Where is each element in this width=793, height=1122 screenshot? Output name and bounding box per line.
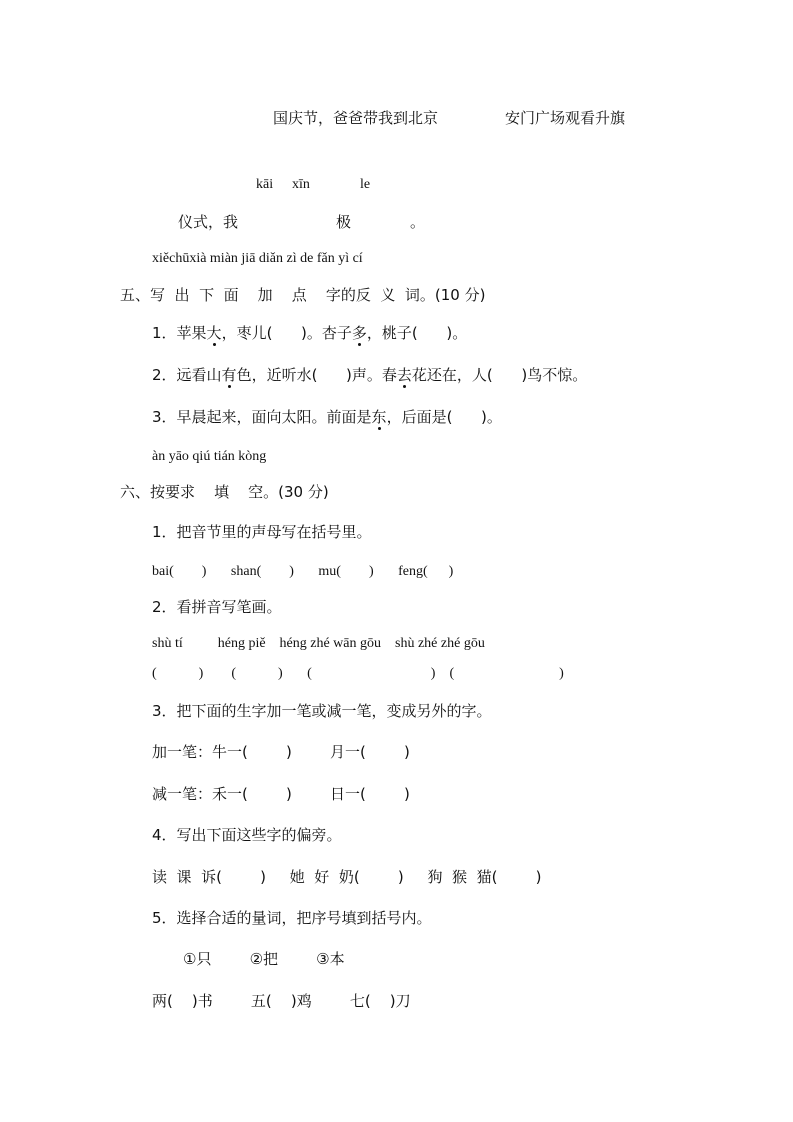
q1-part: ，枣儿( )。杏子 — [221, 324, 352, 342]
section6-q5-title: 5．选择合适的量词，把序号填到括号内。 — [152, 909, 432, 927]
q3-part: ，后面是( )。 — [386, 408, 502, 426]
q3-part: 3．早晨起来，面向太阳。前面是 — [152, 408, 372, 426]
q2-part: 花还在，人( )鸟不惊。 — [411, 366, 588, 384]
intro-text-1b: 安门广场观看升旗 — [505, 109, 626, 127]
section5-question-2 — [152, 365, 587, 385]
pinyin-le: le — [360, 177, 371, 192]
section6-q3-add: 加一笔：牛一( ) 月一( ) — [152, 743, 410, 761]
section5-heading: 五、写 出 下 面 加 点 字的反 义 词。(10 分) — [120, 286, 486, 304]
intro-text-1a: 国庆节，爸爸带我到北京 — [273, 109, 439, 127]
dotted-char: 大 — [206, 324, 222, 342]
section6-q2-pinyin: shù tí héng piě héng zhé wān gōu shù zhé zhé gōu — [152, 636, 485, 651]
section6-q5-items: 两( )书 五( )鸡 七( )刀 — [152, 992, 411, 1010]
dotted-char: 有 — [221, 366, 237, 384]
q1-part: 1．苹果 — [152, 324, 207, 342]
section6-q1-title: 1．把音节里的声母写在括号里。 — [152, 523, 372, 541]
q2-part: 2．远看山 — [152, 366, 222, 384]
dotted-char: 东 — [371, 408, 387, 426]
intro-text-2a: 仪式，我 — [178, 213, 239, 231]
pinyin-xin: xīn — [292, 177, 310, 192]
q2-part: 色，近听水( )声。春 — [236, 366, 397, 384]
dotted-char: 去 — [396, 366, 412, 384]
section5-question-3 — [152, 407, 502, 427]
section6-q2-title: 2．看拼音写笔画。 — [152, 598, 282, 616]
pinyin-kai: kāi — [256, 177, 274, 192]
section6-q1-items: bai( ) shan( ) mu( ) feng( ) — [152, 564, 454, 579]
q1-part: ，桃子( )。 — [366, 324, 468, 342]
section6-q3-title: 3．把下面的生字加一笔或减一笔，变成另外的字。 — [152, 702, 492, 720]
section6-pinyin: àn yāo qiú tián kòng — [152, 449, 267, 464]
section6-heading: 六、按要求 填 空。(30 分) — [120, 483, 329, 501]
section6-q3-sub: 减一笔：禾一( ) 日一( ) — [152, 785, 410, 803]
dotted-char: 多 — [351, 324, 367, 342]
section6-q4-items: 读 课 诉( ) 她 好 奶( ) 狗 猴 猫( ) — [152, 868, 542, 886]
section6-q5-options: ①只 ②把 ③本 — [183, 950, 345, 968]
section5-pinyin: xiěchūxià miàn jiā diǎn zì de fǎn yì cí — [152, 251, 363, 266]
section6-q2-blanks: ( ) ( ) ( ) ( ) — [152, 666, 564, 681]
intro-text-2b: 极 — [336, 213, 352, 231]
section6-q4-title: 4．写出下面这些字的偏旁。 — [152, 826, 342, 844]
section5-question-1 — [152, 323, 467, 343]
intro-text-2c: 。 — [410, 213, 426, 231]
